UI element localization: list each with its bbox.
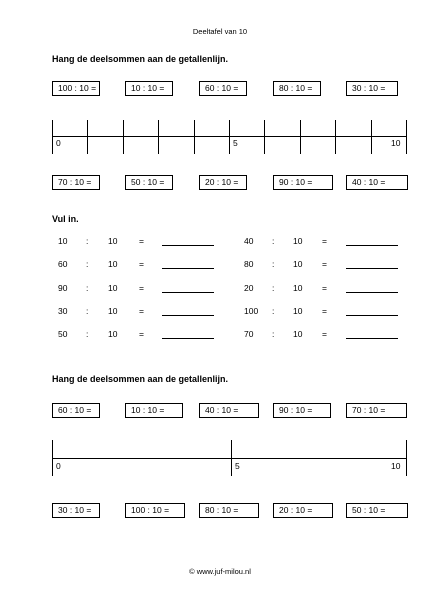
answer-blank-right-5[interactable] <box>346 338 398 339</box>
section2-top-box-5: 70 : 10 = <box>346 403 407 418</box>
section1-top-box-5: 30 : 10 = <box>346 81 398 96</box>
answer-blank-left-3[interactable] <box>162 292 214 293</box>
section1-bottom-box-4: 90 : 10 = <box>273 175 333 190</box>
dividend-left-5: 50 <box>58 329 68 339</box>
dividend-right-3: 20 <box>244 283 254 293</box>
equals-sign: = <box>322 259 327 269</box>
section1-bottom-box-3: 20 : 10 = <box>199 175 247 190</box>
divisor: 10 <box>293 283 303 293</box>
section1-tick <box>158 120 159 154</box>
dividend-left-1: 10 <box>58 236 68 246</box>
colon-sign: : <box>272 283 275 293</box>
colon-sign: : <box>272 236 275 246</box>
section1-bottom-box-1: 70 : 10 = <box>52 175 100 190</box>
section2-tick <box>406 440 407 476</box>
equals-sign: = <box>139 283 144 293</box>
answer-blank-left-2[interactable] <box>162 268 214 269</box>
colon-sign: : <box>86 283 89 293</box>
section1-top-box-4: 80 : 10 = <box>273 81 321 96</box>
colon-sign: : <box>272 329 275 339</box>
section1-tick <box>300 120 301 154</box>
section1-tick <box>229 120 230 154</box>
section2-top-box-2: 10 : 10 = <box>125 403 183 418</box>
section1-tick <box>194 120 195 154</box>
section1-line-label: 0 <box>56 138 61 148</box>
section2-bottom-box-2: 100 : 10 = <box>125 503 185 518</box>
equals-sign: = <box>322 236 327 246</box>
equals-sign: = <box>322 283 327 293</box>
section2-bottom-box-3: 80 : 10 = <box>199 503 259 518</box>
document-title: Deeltafel van 10 <box>192 27 248 36</box>
footer-copyright: © www.juf-milou.nl <box>189 567 251 576</box>
section1-tick <box>264 120 265 154</box>
section2-top-box-1: 60 : 10 = <box>52 403 100 418</box>
colon-sign: : <box>86 306 89 316</box>
dividend-right-4: 100 <box>244 306 259 316</box>
fill-in-heading: Vul in. <box>52 214 79 224</box>
section1-heading: Hang de deelsommen aan de getallenlijn. <box>52 54 229 64</box>
section2-tick <box>231 440 232 476</box>
answer-blank-right-1[interactable] <box>346 245 398 246</box>
section2-bottom-box-1: 30 : 10 = <box>52 503 100 518</box>
divisor: 10 <box>108 259 118 269</box>
divisor: 10 <box>108 306 118 316</box>
section2-tick <box>52 440 53 476</box>
section2-line-label: 0 <box>56 461 61 471</box>
answer-blank-left-1[interactable] <box>162 245 214 246</box>
section1-tick <box>52 120 53 154</box>
divisor: 10 <box>293 259 303 269</box>
dividend-left-2: 60 <box>58 259 68 269</box>
section1-top-box-3: 60 : 10 = <box>199 81 247 96</box>
divisor: 10 <box>293 329 303 339</box>
section2-heading: Hang de deelsommen aan de getallenlijn. <box>52 374 229 384</box>
divisor: 10 <box>108 329 118 339</box>
divisor: 10 <box>108 236 118 246</box>
answer-blank-right-2[interactable] <box>346 268 398 269</box>
section1-tick <box>371 120 372 154</box>
divisor: 10 <box>293 236 303 246</box>
equals-sign: = <box>139 329 144 339</box>
section1-line-label: 10 <box>391 138 401 148</box>
equals-sign: = <box>322 306 327 316</box>
dividend-right-5: 70 <box>244 329 254 339</box>
section2-top-box-3: 40 : 10 = <box>199 403 259 418</box>
section2-line-label: 10 <box>391 461 401 471</box>
dividend-right-1: 40 <box>244 236 254 246</box>
dividend-left-4: 30 <box>58 306 68 316</box>
section1-bottom-box-5: 40 : 10 = <box>346 175 408 190</box>
colon-sign: : <box>272 306 275 316</box>
answer-blank-left-4[interactable] <box>162 315 214 316</box>
section1-bottom-box-2: 50 : 10 = <box>125 175 173 190</box>
colon-sign: : <box>86 259 89 269</box>
dividend-left-3: 90 <box>58 283 68 293</box>
equals-sign: = <box>139 259 144 269</box>
section2-line-label: 5 <box>235 461 240 471</box>
section1-tick <box>87 120 88 154</box>
colon-sign: : <box>86 329 89 339</box>
section1-tick <box>335 120 336 154</box>
colon-sign: : <box>272 259 275 269</box>
colon-sign: : <box>86 236 89 246</box>
divisor: 10 <box>293 306 303 316</box>
section2-bottom-box-4: 20 : 10 = <box>273 503 333 518</box>
equals-sign: = <box>139 306 144 316</box>
section2-top-box-4: 90 : 10 = <box>273 403 331 418</box>
answer-blank-left-5[interactable] <box>162 338 214 339</box>
answer-blank-right-3[interactable] <box>346 292 398 293</box>
section1-top-box-2: 10 : 10 = <box>125 81 173 96</box>
section2-bottom-box-5: 50 : 10 = <box>346 503 408 518</box>
equals-sign: = <box>322 329 327 339</box>
equals-sign: = <box>139 236 144 246</box>
section2-axis-line <box>52 458 406 459</box>
answer-blank-right-4[interactable] <box>346 315 398 316</box>
section1-tick <box>406 120 407 154</box>
section1-line-label: 5 <box>233 138 238 148</box>
dividend-right-2: 80 <box>244 259 254 269</box>
section1-top-box-1: 100 : 10 = <box>52 81 100 96</box>
divisor: 10 <box>108 283 118 293</box>
section1-tick <box>123 120 124 154</box>
